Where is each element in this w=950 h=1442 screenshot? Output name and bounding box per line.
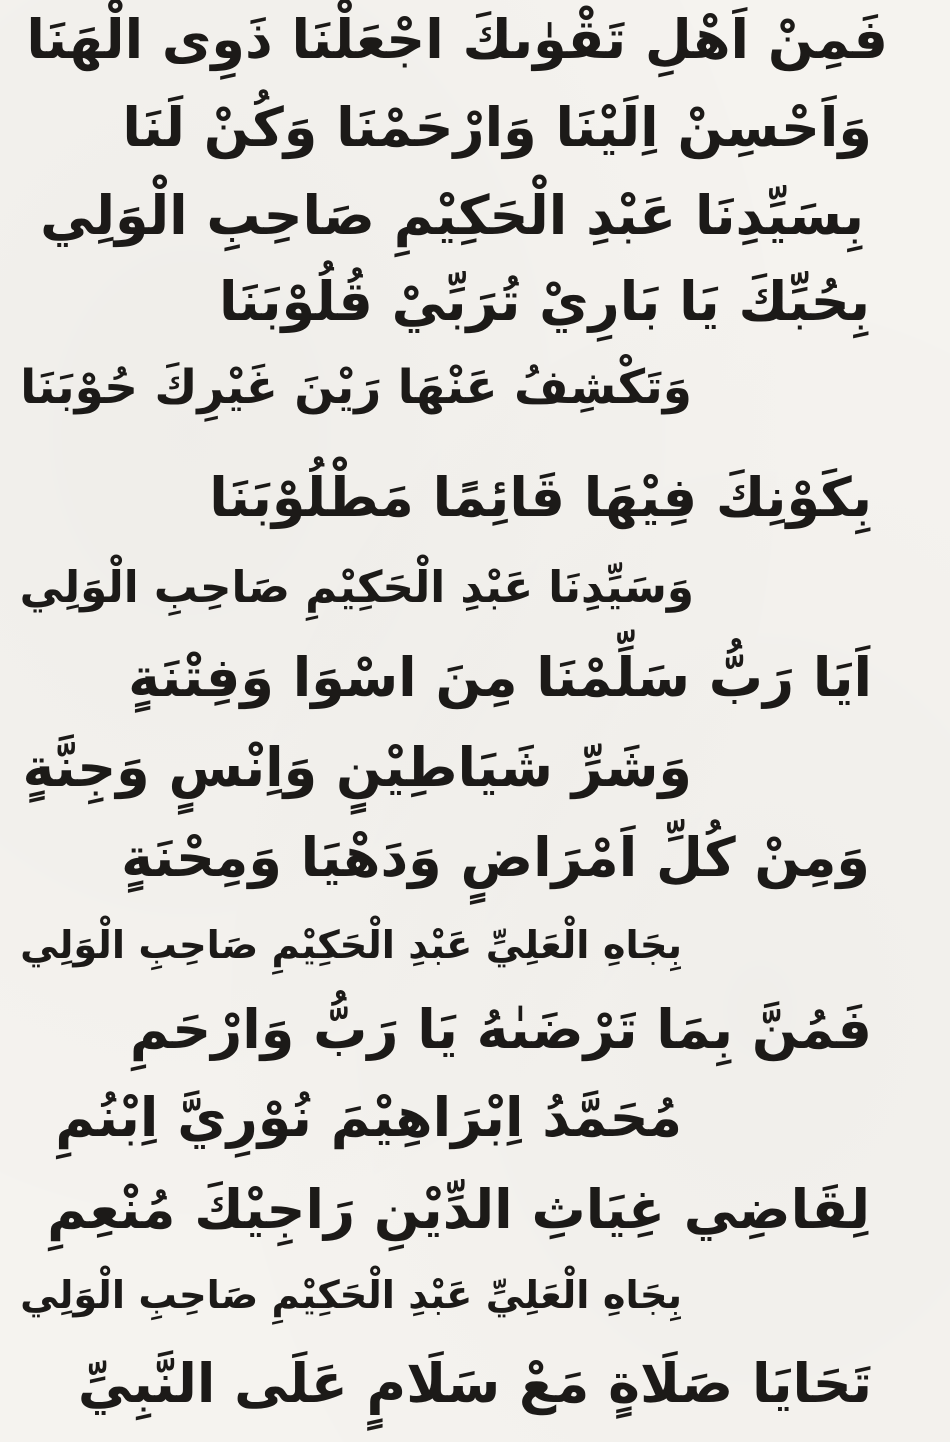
poem-line-3: بِسَيِّدِنَا عَبْدِ الْحَكِيْمِ صَاحِبِ الْوَلِي: [40, 184, 864, 247]
poem-line-10: وَمِنْ كُلِّ اَمْرَاضٍ وَدَهْيَا وَمِحْنَةٍ: [121, 826, 870, 889]
poem-line-12: فَمُنَّ بِمَا تَرْضَىٰهُ يَا رَبُّ وَارْحَمِ: [129, 998, 872, 1061]
poem-line-4: بِحُبِّكَ يَا بَارِيْ تُرَبِّيْ قُلُوْبَنَا: [218, 270, 870, 333]
poem-line-14: لِقَاضِي غِيَاثِ الدِّيْنِ رَاجِيْكَ مُنْعِمِ: [47, 1178, 870, 1241]
poem-line-5: وَتَكْشِفُ عَنْهَا رَيْنَ غَيْرِكَ حُوْبَنَا: [20, 360, 692, 415]
poem-line-11: بِجَاهِ الْعَلِيِّ عَبْدِ الْحَكِيْمِ صَاحِبِ الْوَلِي: [20, 923, 682, 968]
poem-line-15: بِجَاهِ الْعَلِيِّ عَبْدِ الْحَكِيْمِ صَاحِبِ الْوَلِي: [20, 1273, 682, 1318]
poem-line-9: وَشَرِّ شَيَاطِيْنٍ وَاِنْسٍ وَجِنَّةٍ: [22, 736, 692, 799]
poem-line-7: وَسَيِّدِنَا عَبْدِ الْحَكِيْمِ صَاحِبِ الْوَلِي: [19, 563, 694, 613]
poem-line-1: فَمِنْ اَهْلِ تَقْوٰىكَ اجْعَلْنَا ذَوِى الْهَنَا: [26, 8, 888, 71]
poem-line-16: تَحَايَا صَلَاةٍ مَعْ سَلَامٍ عَلَى النَّبِيِّ: [77, 1352, 872, 1415]
poem-line-6: بِكَوْنِكَ فِيْهَا قَائِمًا مَطْلُوْبَنَا: [209, 466, 872, 529]
poem-line-8: اَيَا رَبُّ سَلِّمْنَا مِنَ اسْوَا وَفِتْنَةٍ: [128, 646, 872, 709]
poem-line-13: مُحَمَّدُ اِبْرَاهِيْمَ نُوْرِيَّ اِبْنُمِ: [55, 1086, 682, 1149]
poem-line-2: وَاَحْسِنْ اِلَيْنَا وَارْحَمْنَا وَكُنْ لَنَا: [122, 96, 872, 159]
